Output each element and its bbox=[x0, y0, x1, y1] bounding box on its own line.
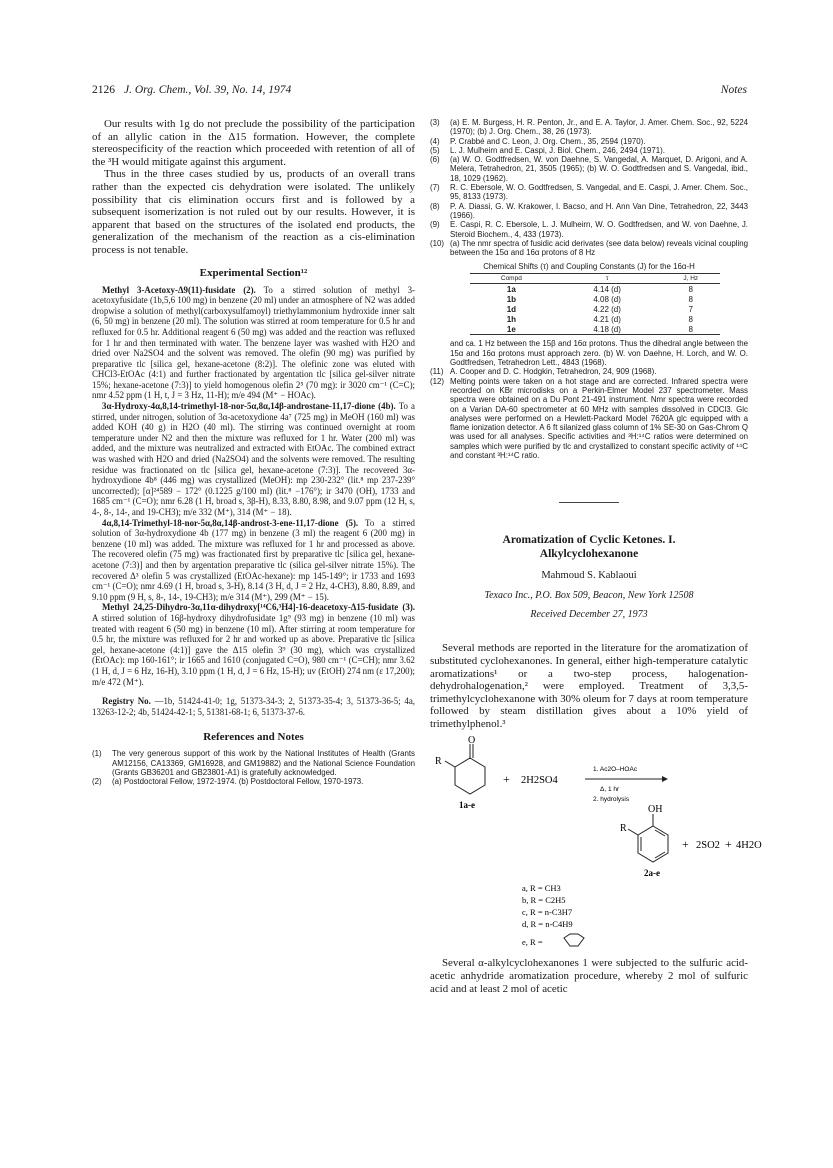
table-cell: 8 bbox=[688, 314, 693, 324]
experimental-paragraph bbox=[92, 285, 415, 402]
article-title-line: Alkylcyclohexanone bbox=[539, 548, 639, 561]
section-label: Notes bbox=[720, 84, 747, 96]
registry-text: —1b, 51424-41-0; 1g, 51373-34-3; 2, 51373-35-4; 3, 51373-36-5; 4a, 13263-12-2; 4b, 51424-42-1; 5, 51381-68-1; 6, 51373-37-6. bbox=[92, 696, 415, 717]
table-cell: 4.22 (d) bbox=[593, 304, 621, 314]
reference-number: (2) bbox=[92, 777, 102, 787]
running-header bbox=[92, 84, 747, 100]
cyclohexyl-ring-icon bbox=[564, 934, 584, 946]
table-row bbox=[470, 314, 720, 324]
reagent-acid: 2H2SO4 bbox=[521, 775, 558, 787]
reference-number: (1) bbox=[92, 749, 102, 759]
substituent-a: a, R = CH3 bbox=[522, 883, 561, 894]
reference-item bbox=[430, 220, 748, 239]
compound-title: Methyl 3-Acetoxy-Δ9(11)-fusidate (2). bbox=[102, 284, 256, 295]
chemical-shift-table bbox=[470, 273, 720, 335]
ketone-oxygen: O bbox=[468, 735, 476, 747]
author: Mahmoud S. Kablaoui bbox=[541, 570, 637, 582]
table-cell: 1d bbox=[506, 304, 517, 314]
reference-number: (4) bbox=[430, 136, 440, 146]
registry-numbers bbox=[92, 696, 415, 717]
reference-text: R. C. Ebersole, W. O. Godtfredsen, S. Vangedal, and E. Caspi, J. Amer. Chem. Soc., 95, 8133 (1973). bbox=[450, 183, 748, 202]
byproduct-water: 4H2O bbox=[736, 840, 762, 852]
cyclohexanone-structure bbox=[445, 744, 485, 794]
table-header: J, Hz bbox=[662, 274, 720, 284]
reference-item bbox=[430, 239, 748, 258]
reference-item bbox=[430, 202, 748, 221]
reference-item bbox=[430, 155, 748, 183]
table-cell: 4.21 (d) bbox=[593, 314, 621, 324]
right-column bbox=[430, 118, 762, 995]
table-cell: 4.14 (d) bbox=[593, 284, 621, 294]
plus-sign: + bbox=[503, 772, 510, 787]
arrowhead-icon bbox=[662, 776, 668, 782]
substituent-e: e, R = bbox=[522, 937, 543, 948]
substituent-b: b, R = C2H5 bbox=[522, 895, 566, 906]
article-title bbox=[430, 533, 748, 561]
references-heading: References and Notes bbox=[203, 731, 304, 744]
table-row bbox=[470, 294, 720, 304]
reference-text: P. A. Diassi, G. W. Krakower, I. Bacso, and H. Ann Van Dine, Tetrahedron, 22, 3443 (1966). bbox=[450, 201, 748, 220]
reference-number: (12) bbox=[430, 376, 445, 386]
byproduct-so2: 2SO2 bbox=[696, 840, 720, 852]
table-row bbox=[470, 304, 720, 314]
reference-text: E. Caspi, R. C. Ebersole, L. J. Mulheirn, W. O. Godtfredsen, and W. von Daehne, J. Steroid Biochem., 4, 433 (1973). bbox=[450, 220, 748, 239]
experimental-paragraph bbox=[92, 518, 415, 603]
reference-number: (9) bbox=[430, 220, 440, 230]
compound-title: Methyl 24,25-Dihydro-3α,11α-dihydroxy[¹⁴C6,³H4]-16-deacetoxy-Δ15-fusidate (3). bbox=[102, 602, 415, 613]
compound-title: 3α-Hydroxy-4α,8,14-trimethyl-18-nor-5α,8α,14β-androstane-11,17-dione (4b). bbox=[102, 401, 396, 412]
reference-number: (3) bbox=[430, 118, 440, 127]
page-number: 2126 bbox=[92, 84, 115, 96]
reference-number: (10) bbox=[430, 238, 445, 248]
reference-item bbox=[430, 146, 748, 155]
table-cell: 1b bbox=[506, 294, 517, 304]
plus-sign: + bbox=[682, 837, 689, 852]
reference-item bbox=[430, 118, 748, 137]
reference-number: (6) bbox=[430, 155, 440, 165]
table-cell: 4.18 (d) bbox=[593, 324, 621, 334]
condition-step-2: 2. hydrolysis bbox=[593, 796, 630, 804]
procedure-text: To a stirred solution of methyl 3-acetoxyfusidate (1b,5,6 100 mg) in benzene (20 ml) under an atmosphere of N2 was added dropwise a solution of methyl(carboxysulfamoyl) triethylammonium hydroxide inner salt (6, 50 mg) in benzene (20 ml). The solution was stirred at room temperature for 0.5 hr and refluxed for 0.5 hr. Additional reagent 6 (50 mg) was added and the reaction was refluxed for 1 hr and then terminated with water. The benzene layer was washed with H2O and dried over Na2SO4 and the solvent was removed. The olefin (90 mg) was purified by preparative tlc [silica gel, hexane-acetone (8:2)]. The olefinic zone was eluted with CHCl3-EtOAc (4:1) and further fractionated by argentation tlc [silica gel-silver nitrate 15%; hexane-acetone (7:3)] to yield homogenous olefin 2⁵ (70 mg): ir 3020 cm⁻¹ (C=C); nmr 4.52 ppm (1 H, t, J = 3 Hz, 11-H); m/e 494 (M⁺ − HOAc). bbox=[92, 284, 416, 401]
table-caption: Chemical Shifts (τ) and Coupling Constants (J) for the 16α-H bbox=[483, 262, 695, 272]
reference-text: The very generous support of this work by the National Institutes of Health (Grants AM12156, CA13369, GM16928, and GM19882) and the National Science Foundation (Grants GB36201 and GB23801-A1) is gratefully acknowledged. bbox=[112, 749, 415, 777]
substituent-d: d, R = n-C4H9 bbox=[522, 919, 573, 930]
procedure-text: A stirred solution of 16β-hydroxy dihydrofusidate 1g⁹ (93 mg) in benzene (10 ml) was treated with reagent 6 (50 mg) in benzene (10 ml). After stirring at room temperature for 0.5 hr, the mixture was refluxed for 2 hr and worked up as above. Preparative tlc [silica gel, hexane-acetone (4:1)] gave the Δ15 olefin 3⁹ (30 mg), which was crystallized (EtOAc): mp 160-161°; ir 1665 and 1610 (conjugated C=O), 980 cm⁻¹ (C=CH); nmr 3.62 (1 H, d, J = 6 Hz, 16-H), 3.10 ppm (1 H, d, J = 6 Hz, 15-H); uv (EtOH) 274 nm (ε 17,200); m/e 472 (M⁺). bbox=[92, 612, 415, 687]
journal-citation: J. Org. Chem., Vol. 39, No. 14, 1974 bbox=[124, 84, 292, 96]
table-cell: 8 bbox=[688, 324, 693, 334]
table-cell: 1e bbox=[506, 324, 516, 334]
reference-item bbox=[430, 137, 748, 146]
table-row bbox=[470, 324, 720, 335]
reference-item bbox=[430, 377, 748, 461]
reference-text: (a) The nmr spectra of fusidic acid derivates (see data below) reveals vicinal coupling between the 15α and 16α protons of 8 Hz bbox=[450, 238, 748, 258]
experimental-paragraph bbox=[92, 602, 415, 687]
table-header: Compd bbox=[470, 274, 553, 284]
reference-item bbox=[92, 777, 415, 786]
table-cell: 4.08 (d) bbox=[593, 294, 621, 304]
plus-sign: + bbox=[725, 837, 732, 852]
body-paragraph: Our results with 1g do not preclude the possibility of the participation of an allylic cation in the Δ15 formation. However, the complete stereospecificity of the reaction which proceeded with retention of all of the ³H would mitigate against this argument. bbox=[92, 118, 415, 168]
reference-item bbox=[430, 183, 748, 202]
reference-number: (11) bbox=[430, 367, 444, 377]
reference-text: A. Cooper and D. C. Hodgkin, Tetrahedron, 24, 909 (1968). bbox=[450, 367, 657, 377]
body-paragraph: Several α-alkylcyclohexanones 1 were subjected to the sulfuric acid-acetic anhydride aromatization procedure, whereby 2 mol of sulfuric acid and at least 2 mol of acetic bbox=[430, 957, 748, 995]
condition-step-1: 1. Ac2O–HOAc bbox=[593, 766, 638, 774]
section-heading: Experimental Section¹² bbox=[199, 266, 308, 279]
hydroxyl-label: OH bbox=[648, 804, 663, 816]
table-cell: 8 bbox=[688, 294, 693, 304]
affiliation: Texaco Inc., P.O. Box 509, Beacon, New York 12508 bbox=[484, 590, 694, 602]
substituent-c: c, R = n-C3H7 bbox=[522, 907, 573, 918]
reference-continuation bbox=[430, 339, 748, 367]
condition-heat: Δ, 1 hr bbox=[600, 786, 620, 794]
phenol-structure bbox=[628, 814, 668, 862]
table-header: τ bbox=[553, 274, 662, 284]
reference-number: (8) bbox=[430, 201, 440, 211]
procedure-text: To a stirred, under nitrogen, solution of 3α-acetoxydione 4a⁷ (725 mg) in MeOH (160 ml) was added KOH (40 g) in H2O (40 ml). The stirring was continued overnight at room temperature under N2 and then the mixture was refluxed for 1 hr. Water (200 ml) was added, and the mixture was neutralized and extracted with EtOAc. The combined extract was washed with H2O and dried (Na2SO4) and the solvents were removed. The resulting residue was fractionated on tlc [silica gel, hexane-acetone (7:3)]. The recovered 3α-hydroxydione 4b⁸ (446 mg) was crystallized (MeOH): mp 230-232° (lit.⁸ mp 237-239° uncorrected); [α]²⁴589 − 172° (0.1225 g/100 ml) (lit.⁸ −176°); ir 3470 (OH), 1733 and 1685 cm⁻¹ (C=O); nmr 6.28 (1 H, broad s, 3β-H), 8.33, 8.80, 8.98, and 9.07 ppm (12 H, s, 4-, 8-, 14-, and 19-CH3); m/e 332 (M⁺), 314 (M⁺ − 18). bbox=[92, 401, 416, 517]
received-date: Received December 27, 1973 bbox=[530, 609, 648, 621]
table-cell: 1a bbox=[506, 284, 516, 294]
body-paragraph: Several methods are reported in the literature for the aromatization of substituted cyclohexanones. In general, either high-temperature catalytic aromatizations¹ or a two-step process, halogenation-dehydrohalogenation,² were employed. Treatment of 3,3,5-trimethylcyclohexanone with 30% oleum for 7 days at room temperature followed by steam distillation gives about a 10% yield of trimethylphenol.³ bbox=[430, 642, 748, 730]
r-group-label: R bbox=[435, 756, 442, 768]
reference-text: (a) W. O. Godtfredsen, W. von Daehne, S. Vangedal, A. Marquet, D. Arigoni, and A. Melera, Tetrahedron, 21, 3505 (1965); (b) W. O. Godtfredsen and S. Vangedal, ibid., 18, 1029 (1962). bbox=[450, 155, 748, 183]
r-group-label: R bbox=[620, 823, 627, 835]
reaction-scheme bbox=[430, 735, 762, 951]
reference-text: and ca. 1 Hz between the 15β and 16α protons. Thus the dihedral angle between the 15α and 16α protons must approach zero. (b) W. von Daehne, H. Lorch, and W. O. Godtfredsen, Tetrahedron Lett., 4843 (1968). bbox=[450, 339, 748, 368]
reference-text: (a) Postdoctoral Fellow, 1972-1974. (b) Postdoctoral Fellow, 1970-1973. bbox=[112, 777, 364, 787]
procedure-text: To a stirred solution of 3α-hydroxydione 4b (177 mg) in benzene (3 ml) the reagent 6 (200 mg) in benzene (10 ml) was added. The mixture was refluxed for 1 hr and processed as above. The recovered olefin (75 mg) was fractionated first by preparative tlc [silica gel, hexane-acetone (7:3)] and then by argentation preparative tlc (silica gel-silver nitrate 15%). The recovered Δ³ olefin 5 was crystallized (EtOAc-hexane): mp 145-149°; ir 1733 and 1693 cm⁻¹ (C=O); nmr 4.69 (1 H, broad s, 3-H), 8.14 (3 H, d, J = 2 Hz, 4-CH3), 8.80, 8.89, and 9.10 ppm (9 H, s, 8-, 14-, 19-CH3); m/e 314 (M⁺), 299 (M⁺ − 15). bbox=[92, 517, 415, 602]
reactant-label: 1a-e bbox=[459, 800, 475, 811]
table-cell: 1h bbox=[506, 314, 517, 324]
experimental-paragraph bbox=[92, 401, 415, 518]
table-row bbox=[470, 284, 720, 295]
reference-text: P. Crabbé and C. Leon, J. Org. Chem., 35, 2594 (1970). bbox=[450, 136, 646, 146]
table-cell: 7 bbox=[688, 304, 693, 314]
reference-number: (7) bbox=[430, 183, 440, 193]
left-column bbox=[92, 118, 415, 786]
reference-item bbox=[430, 367, 748, 376]
registry-label: Registry No. bbox=[102, 696, 151, 707]
reference-text: L. J. Mulheirn and E. Caspi, J. Biol. Chem., 246, 2494 (1971). bbox=[450, 145, 665, 155]
reference-text: (a) E. M. Burgess, H. R. Penton, Jr., and E. A. Taylor, J. Amer. Chem. Soc., 92, 5224 (1970); (b) J. Org. Chem., 38, 26 (1973). bbox=[450, 118, 748, 137]
body-paragraph: Thus in the three cases studied by us, products of an overall trans rather than the expected cis dehydration were isolated. The unlikely possibility that cis elimination occurs first and is followed by a subsequent isomerization is not ruled out by our results. However, it is apparent that based on the structures of the isolated end products, the generalization of the mechanism of the reaction as a cis-elimination process is not tenable. bbox=[92, 168, 415, 256]
product-label: 2a-e bbox=[644, 868, 660, 879]
compound-title: 4α,8,14-Trimethyl-18-nor-5α,8α,14β-androst-3-ene-11,17-dione (5). bbox=[102, 517, 359, 528]
article-title-line: Aromatization of Cyclic Ketones. I. bbox=[502, 534, 676, 547]
reference-item bbox=[92, 749, 415, 777]
reference-text: Melting points were taken on a hot stage and are corrected. Infrared spectra were recorded on KBr microdisks on a Perkin-Elmer Model 237 spectrometer. Mass spectra were obtained on a Du Pont 21-491 instrument. Nmr spectra were recorded on a Varian DA-60 spectrometer at 60 MHz with samples dissolved in CDCl3. Glc analyses were performed on a Hewlett-Packard Model 7620A glc equipped with a flame ionization detector. A 6 ft silanized glass column of 1% SE-30 on Gas-Chrom Q was used for all analyses. Specific activities and ³H:¹⁴C ratios were determined on samples which were purified by tlc and crystallized to constant specific activity of ¹⁴C and constant ³H:¹⁴C ratio. bbox=[450, 376, 748, 461]
table-header-row bbox=[470, 274, 720, 284]
reference-number: (5) bbox=[430, 145, 440, 155]
table-cell: 8 bbox=[688, 284, 693, 294]
